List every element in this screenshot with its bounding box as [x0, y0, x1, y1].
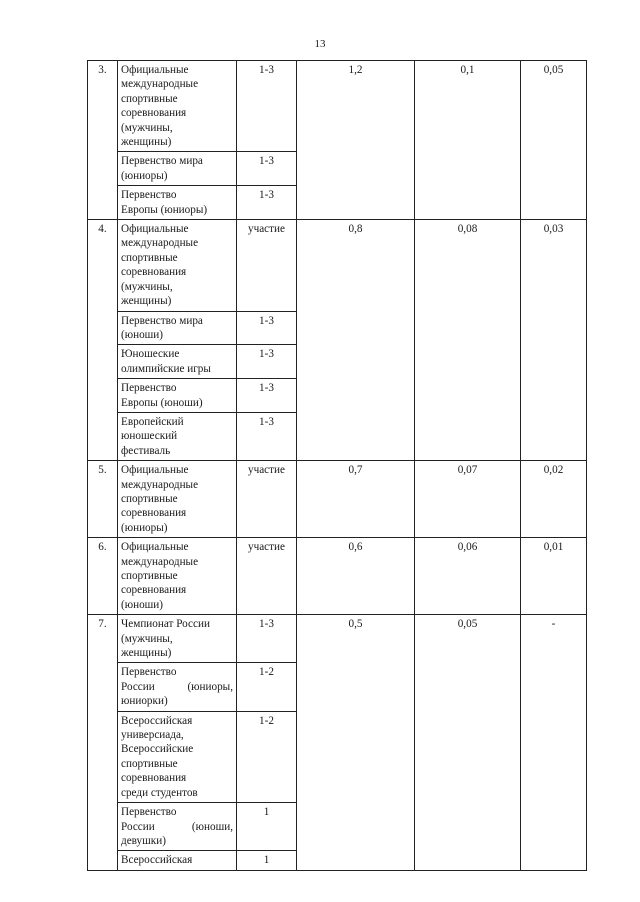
competition-name — [118, 311, 237, 345]
competition-name — [118, 220, 237, 311]
competition-line: Европейский — [121, 415, 184, 428]
competition-line: соревнования — [121, 507, 187, 520]
coefficient-1: 0,5 — [297, 615, 415, 871]
competition-name — [118, 152, 237, 186]
competition-line: (мужчины, — [121, 632, 173, 645]
place-cell: участие — [237, 220, 297, 311]
place-cell: 1-3 — [237, 615, 297, 663]
competition-line: Первенство мира — [121, 155, 203, 168]
competition-line: спортивные — [121, 251, 178, 264]
table-row — [88, 61, 587, 152]
coefficient-3: 0,03 — [521, 220, 587, 461]
coefficient-3: - — [521, 615, 587, 871]
competition-line: спортивные — [121, 492, 178, 505]
row-number: 4. — [88, 220, 118, 461]
place-cell: 1-3 — [237, 311, 297, 345]
competition-line: соревнования — [121, 266, 187, 279]
competition-line: юниорки) — [121, 695, 168, 708]
place-cell: участие — [237, 461, 297, 538]
competition-name — [118, 461, 237, 538]
place-cell: 1-3 — [237, 61, 297, 152]
competition-line: Первенство — [121, 666, 177, 679]
competition-line: Всероссийская — [121, 714, 193, 727]
competition-line: юношеский — [121, 430, 178, 443]
place-cell: 1-2 — [237, 663, 297, 711]
competition-line: спортивные — [121, 570, 178, 582]
competition-line: среди студентов — [121, 786, 198, 799]
place-cell: 1-2 — [237, 711, 297, 802]
competition-name — [118, 711, 237, 802]
competition-name — [118, 538, 237, 615]
place-cell: участие — [237, 538, 297, 615]
competition-line: Европы (юниоры) — [121, 203, 208, 216]
competition-name — [118, 663, 237, 711]
competition-line: женщины) — [121, 295, 172, 308]
competition-line: спортивные — [121, 92, 178, 105]
coefficient-1: 0,6 — [297, 538, 415, 615]
competition-line: (юноши) — [121, 598, 163, 611]
coefficient-3: 0,05 — [521, 61, 587, 220]
table-row — [88, 461, 587, 538]
competition-line: спортивные — [121, 757, 178, 770]
table-row — [88, 615, 587, 663]
competition-line: Первенство — [121, 189, 177, 202]
competition-name — [118, 412, 237, 460]
competition-name — [118, 803, 237, 851]
page-number: 13 — [314, 38, 326, 50]
competition-line: универсиада, — [121, 729, 184, 742]
coefficient-2: 0,07 — [415, 461, 521, 538]
competition-name — [118, 61, 237, 152]
competition-line: международные — [121, 555, 199, 568]
competition-line: олимпийские игры — [121, 362, 211, 375]
table-row — [88, 538, 587, 615]
competition-line: Всероссийские — [121, 743, 194, 756]
place-cell: 1-3 — [237, 152, 297, 186]
competition-name — [118, 615, 237, 663]
table-body — [88, 61, 587, 871]
coefficient-3: 0,01 — [521, 538, 587, 615]
competition-line: Первенство — [121, 382, 177, 395]
competition-line: международные — [121, 478, 199, 491]
coefficient-3: 0,02 — [521, 461, 587, 538]
competition-line: Юношеские — [121, 348, 180, 361]
competition-line: международные — [121, 237, 199, 250]
row-number: 3. — [88, 61, 118, 220]
competition-line: Всероссийская — [121, 854, 193, 867]
place-cell: 1 — [237, 851, 297, 870]
competition-line: Официальные — [121, 464, 189, 477]
competition-line: соревнования — [121, 772, 187, 785]
place-cell: 1 — [237, 803, 297, 851]
competition-line: России (юниоры, — [121, 680, 233, 693]
coefficients-table — [87, 60, 587, 871]
coefficient-2: 0,06 — [415, 538, 521, 615]
place-cell: 1-3 — [237, 186, 297, 220]
competition-line: (юноши) — [121, 328, 163, 341]
competition-line: Официальные — [121, 223, 189, 236]
place-cell: 1-3 — [237, 345, 297, 379]
coefficient-2: 0,08 — [415, 220, 521, 461]
competition-line: (юниоры) — [121, 169, 168, 182]
competition-line: женщины) — [121, 647, 172, 660]
competition-line: Чемпионат России — [121, 618, 210, 631]
coefficient-1: 0,8 — [297, 220, 415, 461]
competition-line: Официальные — [121, 64, 189, 76]
competition-name — [118, 379, 237, 413]
competition-name — [118, 186, 237, 220]
table-row — [88, 220, 587, 311]
competition-line: (мужчины, — [121, 280, 173, 293]
coefficient-1: 1,2 — [297, 61, 415, 220]
competition-line: международные — [121, 78, 199, 91]
competition-line: (юниоры) — [121, 521, 168, 534]
row-number: 5. — [88, 461, 118, 538]
competition-line: Первенство — [121, 806, 177, 819]
competition-line: Официальные — [121, 541, 189, 554]
place-cell: 1-3 — [237, 412, 297, 460]
competition-name — [118, 851, 237, 870]
competition-line: (мужчины, — [121, 121, 173, 134]
competition-line: фестиваль — [121, 444, 171, 457]
competition-line: девушки) — [121, 834, 166, 847]
coefficient-1: 0,7 — [297, 461, 415, 538]
competition-line: России (юноши, — [121, 820, 233, 833]
competition-line: Первенство мира — [121, 314, 203, 327]
row-number: 6. — [88, 538, 118, 615]
competition-line: женщины) — [121, 136, 172, 149]
place-cell: 1-3 — [237, 379, 297, 413]
coefficient-2: 0,1 — [415, 61, 521, 220]
row-number: 7. — [88, 615, 118, 871]
competition-name — [118, 345, 237, 379]
competition-line: соревнования — [121, 107, 187, 120]
competition-line: Европы (юноши) — [121, 396, 203, 409]
coefficient-2: 0,05 — [415, 615, 521, 871]
competition-line: соревнования — [121, 584, 187, 597]
